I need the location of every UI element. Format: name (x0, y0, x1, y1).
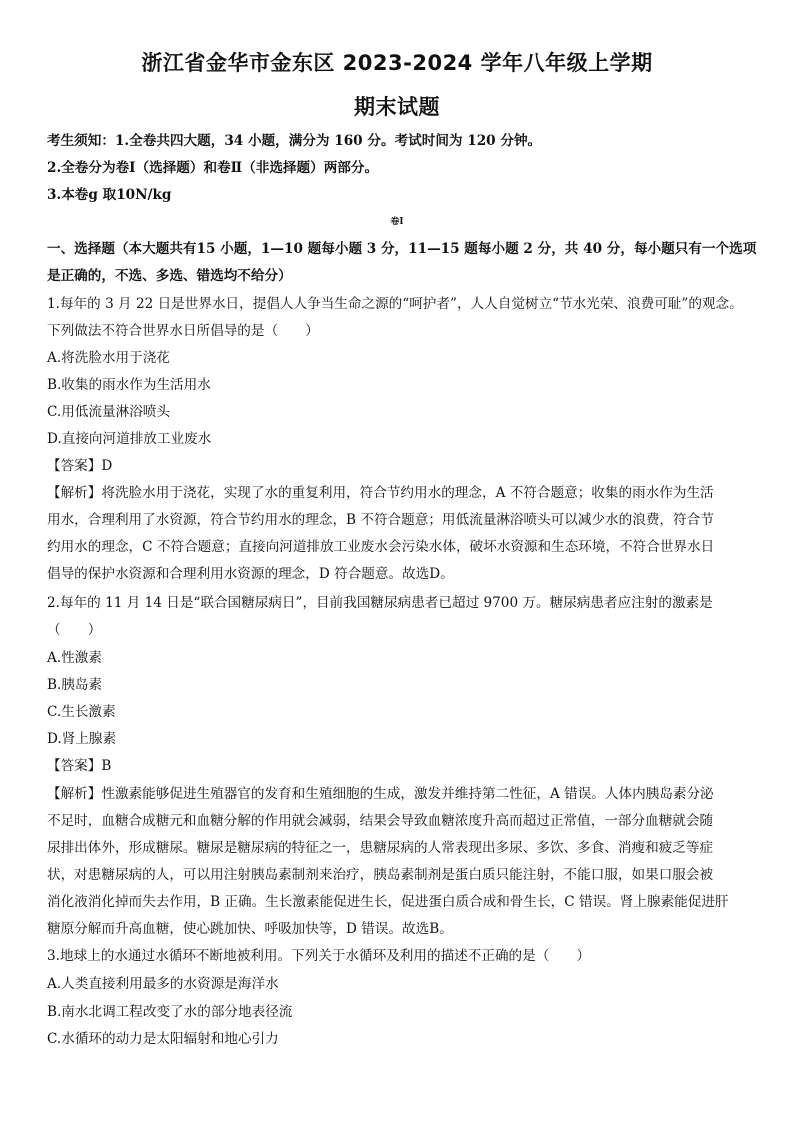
q3-option-c: C.水循环的动力是太阳辐射和地心引力 (47, 1031, 279, 1047)
q1-option-a: A.将洗脸水用于浇花 (47, 350, 170, 366)
q1-option-c: C.用低流量淋浴喷头 (47, 404, 170, 420)
q1-option-b: B.收集的雨水作为生活用水 (47, 377, 211, 393)
q3-option-b: B.南水北调工程改变了水的部分地表径流 (47, 1004, 293, 1020)
q2-analysis-line-3: 尿排出体外，形成糖尿。糖尿是糖尿病的特征之一，患糖尿病的人常表现出多尿、多饮、多食、消瘦和疲乏等症 (47, 840, 714, 856)
q2-option-b: B.胰岛素 (47, 677, 103, 693)
q3-option-a: A.人类直接利用最多的水资源是海洋水 (47, 976, 279, 992)
notice-line-3: 3.本卷g 取10N/kg (47, 187, 172, 203)
q2-stem-line-2: （ ） (47, 622, 102, 638)
notice-line-2: 2.全卷分为卷Ⅰ（选择题）和卷Ⅱ（非选择题）两部分。 (47, 160, 379, 176)
q1-stem-line-1: 1.每年的 3 月 22 日是世界水日，提倡人人争当生命之源的“呵护者”，人人自觉树立“节水光荣、浪费可耻”的观念。 (47, 296, 743, 312)
q2-analysis-line-5: 消化液消化掉而失去作用，B 正确。生长激素能促进生长，促进蛋白质合成和骨生长，C 错误。肾上腺素能促进肝 (47, 894, 729, 910)
q1-analysis-line-4: 倡导的保护水资源和合理利用水资源的理念，D 符合题意。故选D。 (47, 566, 454, 582)
notice-line-1: 考生须知：1.全卷共四大题，34 小题，满分为 160 分。考试时间为 120 分钟。 (47, 133, 542, 149)
q1-answer: 【答案】D (47, 458, 113, 474)
q2-stem-line-1: 2.每年的 11 月 14 日是“联合国糖尿病日”，目前我国糖尿病患者已超过 9700 万。糖尿病患者应注射的激素是 (47, 595, 713, 611)
q2-answer: 【答案】B (47, 758, 112, 774)
doc-subtitle: 期末试题 (354, 95, 440, 119)
section-heading-line-1: 一、选择题（本大题共有15 小题，1—10 题每小题 3 分，11—15 题每小题 2 分，共 40 分，每小题只有一个选项 (47, 241, 757, 257)
q2-analysis-line-4: 状，对患糖尿病的人，可以用注射胰岛素制剂来治疗，胰岛素制剂是蛋白质只能注射，不能口服，如果口服会被 (47, 867, 714, 883)
q1-analysis-line-2: 用水，合理利用了水资源，符合节约用水的理念，B 不符合题意；用低流量淋浴喷头可以减少水的浪费，符合节 (47, 512, 714, 528)
q2-analysis-line-6: 糖原分解而升高血糖，使心跳加快、呼吸加快等，D 错误。故选B。 (47, 921, 453, 937)
doc-title: 浙江省金华市金东区 2023-2024 学年八年级上学期 (141, 51, 653, 75)
q2-analysis-line-1: 【解析】性激素能够促进生殖器官的发育和生殖细胞的生成，激发并维持第二性征，A 错误。人体内胰岛素分泌 (47, 786, 714, 802)
q1-option-d: D.直接向河道排放工业废水 (47, 431, 212, 447)
q2-analysis-line-2: 不足时，血糖合成糖元和血糖分解的作用就会减弱，结果会导致血糖浓度升高而超过正常值，一部分血糖就会随 (47, 813, 714, 829)
q1-stem-line-2: 下列做法不符合世界水日所倡导的是（ ） (47, 323, 319, 339)
q1-analysis-line-3: 约用水的理念，C 不符合题意；直接向河道排放工业废水会污染水体，破坏水资源和生态环境，不符合世界水日 (47, 539, 715, 555)
q2-option-a: A.性激素 (47, 650, 102, 666)
q1-analysis-line-1: 【解析】将洗脸水用于浇花，实现了水的重复利用，符合节约用水的理念，A 不符合题意；收集的雨水作为生活 (47, 485, 714, 501)
q3-stem-line-1: 3.地球上的水通过水循环不断地被利用。下列关于水循环及利用的描述不正确的是（ ） (47, 948, 591, 964)
volume-label: 卷Ⅰ (390, 217, 404, 227)
q2-option-c: C.生长激素 (47, 704, 116, 720)
q2-option-d: D.肾上腺素 (47, 731, 117, 747)
section-heading-line-2: 是正确的，不选、多选、错选均不给分） (47, 268, 292, 284)
